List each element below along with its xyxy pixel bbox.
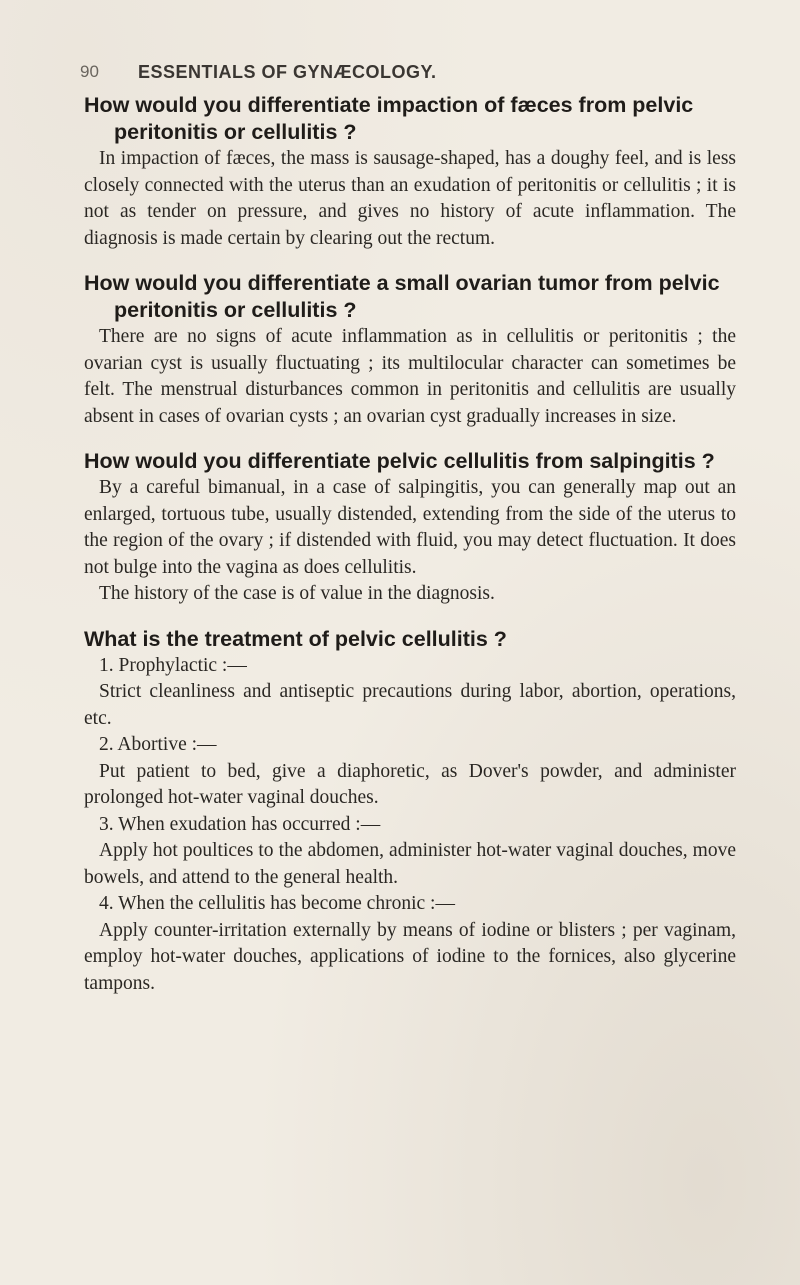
treatment-item-heading: 1. Prophylactic :— bbox=[99, 654, 247, 676]
treatment-item-heading: 2. Abortive :— bbox=[99, 734, 217, 755]
section-ovarian-tumor bbox=[84, 270, 736, 430]
question-heading: How would you differentiate pelvic cellulitis from salpingitis ? bbox=[84, 449, 715, 473]
answer-paragraph: In impaction of fæces, the mass is sausage-shaped, has a doughy feel, and is less closely connected with the uterus than an exudation of peritonitis or cellulitis ; it is not as tender on pressure, and gives no history of acute inflammation. The diagnosis is made certain by clearing out the rectum. bbox=[84, 148, 736, 249]
section-faeces-impaction bbox=[84, 92, 736, 252]
treatment-item-heading: 3. When exudation has occurred :— bbox=[99, 813, 381, 835]
treatment-item-text: Strict cleanliness and antiseptic precautions during labor, abortion, operations, etc. bbox=[84, 681, 736, 729]
answer-paragraph: The history of the case is of value in the diagnosis. bbox=[99, 583, 495, 604]
question-heading: How would you differentiate impaction of fæces from pelvic peritonitis or cellulitis ? bbox=[84, 93, 694, 144]
treatment-item-text: Apply counter-irritation externally by means of iodine or blisters ; per vaginam, employ hot-water douches, applications of iodine to the fornices, also glycerine tampons. bbox=[84, 919, 736, 994]
page-body bbox=[84, 92, 736, 997]
question-heading: How would you differentiate a small ovarian tumor from pelvic peritonitis or cellulitis ? bbox=[84, 271, 720, 322]
treatment-item-text: Put patient to bed, give a diaphoretic, as Dover's powder, and administer prolonged hot-water vaginal douches. bbox=[84, 760, 736, 808]
answer-paragraph: There are no signs of acute inflammation as in cellulitis or peritonitis ; the ovarian cyst is usually fluctuating ; its multilocular character can sometimes be felt. The menstrual disturbances common in peritonitis and cellulitis are usually absent in cases of ovarian cysts ; an ovarian cyst gradually increases in size. bbox=[84, 326, 736, 427]
running-head: ESSENTIALS OF GYNÆCOLOGY. bbox=[138, 62, 437, 82]
answer-paragraph: By a careful bimanual, in a case of salpingitis, you can generally map out an enlarged, tortuous tube, usually distended, extending from the side of the uterus to the region of the ovary ; if distended with fluid, you may detect fluctuation. It does not bulge into the vagina as does cellulitis. bbox=[84, 477, 736, 578]
section-treatment bbox=[84, 626, 736, 998]
treatment-item-heading: 4. When the cellulitis has become chronic :— bbox=[99, 893, 455, 914]
treatment-item-text: Apply hot poultices to the abdomen, administer hot-water vaginal douches, move bowels, and attend to the general health. bbox=[84, 840, 736, 888]
question-heading: What is the treatment of pelvic cellulitis ? bbox=[84, 626, 507, 651]
page-number: 90 bbox=[80, 62, 99, 81]
section-salpingitis bbox=[84, 448, 736, 608]
